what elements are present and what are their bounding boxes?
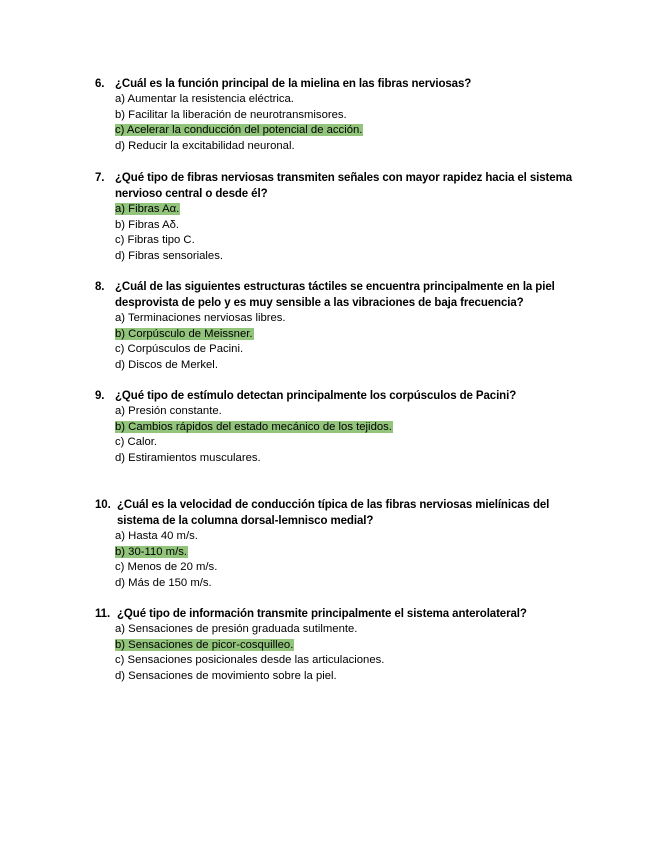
option-d: d) Más de 150 m/s. <box>115 576 212 589</box>
option-b-correct: b) 30-110 m/s. <box>115 545 187 558</box>
option-b: b) Fibras Aδ. <box>115 218 180 231</box>
question-text: ¿Cuál es la función principal de la mielina en las fibras nerviosas? <box>115 78 472 90</box>
question-heading <box>95 497 585 529</box>
question-heading <box>95 279 585 311</box>
question-text: ¿Cuál de las siguientes estructuras táctiles se encuentra principalmente en la piel desprovista de pelo y es muy sensible a las vibraciones de baja frecuencia? <box>115 281 555 309</box>
option-b: b) Facilitar la liberación de neurotransmisores. <box>115 108 347 121</box>
option-list <box>115 529 585 591</box>
option-list <box>115 311 585 373</box>
option-d: d) Fibras sensoriales. <box>115 249 223 262</box>
question-heading <box>95 76 585 92</box>
question-number: 9. <box>95 390 105 402</box>
option-a: a) Sensaciones de presión graduada sutilmente. <box>115 623 358 635</box>
option-c-correct: c) Acelerar la conducción del potencial de acción. <box>115 124 363 137</box>
question-text: ¿Qué tipo de información transmite principalmente el sistema anterolateral? <box>117 608 527 620</box>
question-heading <box>95 388 585 404</box>
option-a-correct: a) Fibras Aα. <box>115 203 180 215</box>
question-11 <box>95 606 585 684</box>
question-number: 6. <box>95 78 105 90</box>
question-9 <box>95 388 585 466</box>
option-list <box>115 622 585 684</box>
question-number: 7. <box>95 172 105 184</box>
question-heading <box>95 606 585 622</box>
option-list <box>115 202 585 264</box>
question-6 <box>95 76 585 154</box>
option-list <box>115 404 585 466</box>
option-list <box>115 92 585 154</box>
question-text: ¿Cuál es la velocidad de conducción típica de las fibras nerviosas mielínicas del sistema de la columna dorsal-lemnisco medial? <box>117 499 550 527</box>
option-d: d) Discos de Merkel. <box>115 358 218 371</box>
option-c: c) Calor. <box>115 436 158 449</box>
option-a: a) Presión constante. <box>115 405 222 417</box>
question-text: ¿Qué tipo de estímulo detectan principalmente los corpúsculos de Pacini? <box>115 390 517 402</box>
option-c: c) Corpúsculos de Pacini. <box>115 343 244 356</box>
option-d: d) Estiramientos musculares. <box>115 451 261 464</box>
option-a: a) Terminaciones nerviosas libres. <box>115 312 286 324</box>
option-d: d) Reducir la excitabilidad neuronal. <box>115 139 295 152</box>
question-number: 8. <box>95 281 105 293</box>
option-a: a) Aumentar la resistencia eléctrica. <box>115 93 294 105</box>
option-b-correct: b) Cambios rápidos del estado mecánico de los tejidos. <box>115 420 392 433</box>
question-number: 11. <box>95 608 111 620</box>
question-number: 10. <box>95 499 111 511</box>
question-8 <box>95 279 585 373</box>
option-c: c) Sensaciones posicionales desde las articulaciones. <box>115 654 385 667</box>
option-b-correct: b) Sensaciones de picor-cosquilleo. <box>115 638 294 651</box>
option-a: a) Hasta 40 m/s. <box>115 530 198 542</box>
question-10 <box>95 497 585 591</box>
option-c: c) Menos de 20 m/s. <box>115 561 218 574</box>
option-b-correct: b) Corpúsculo de Meissner. <box>115 327 253 340</box>
question-7 <box>95 170 585 264</box>
question-text: ¿Qué tipo de fibras nerviosas transmiten señales con mayor rapidez hacia el sistema nervioso central o desde él? <box>115 172 572 200</box>
option-d: d) Sensaciones de movimiento sobre la piel. <box>115 669 337 682</box>
question-heading <box>95 170 585 202</box>
option-c: c) Fibras tipo C. <box>115 234 195 247</box>
